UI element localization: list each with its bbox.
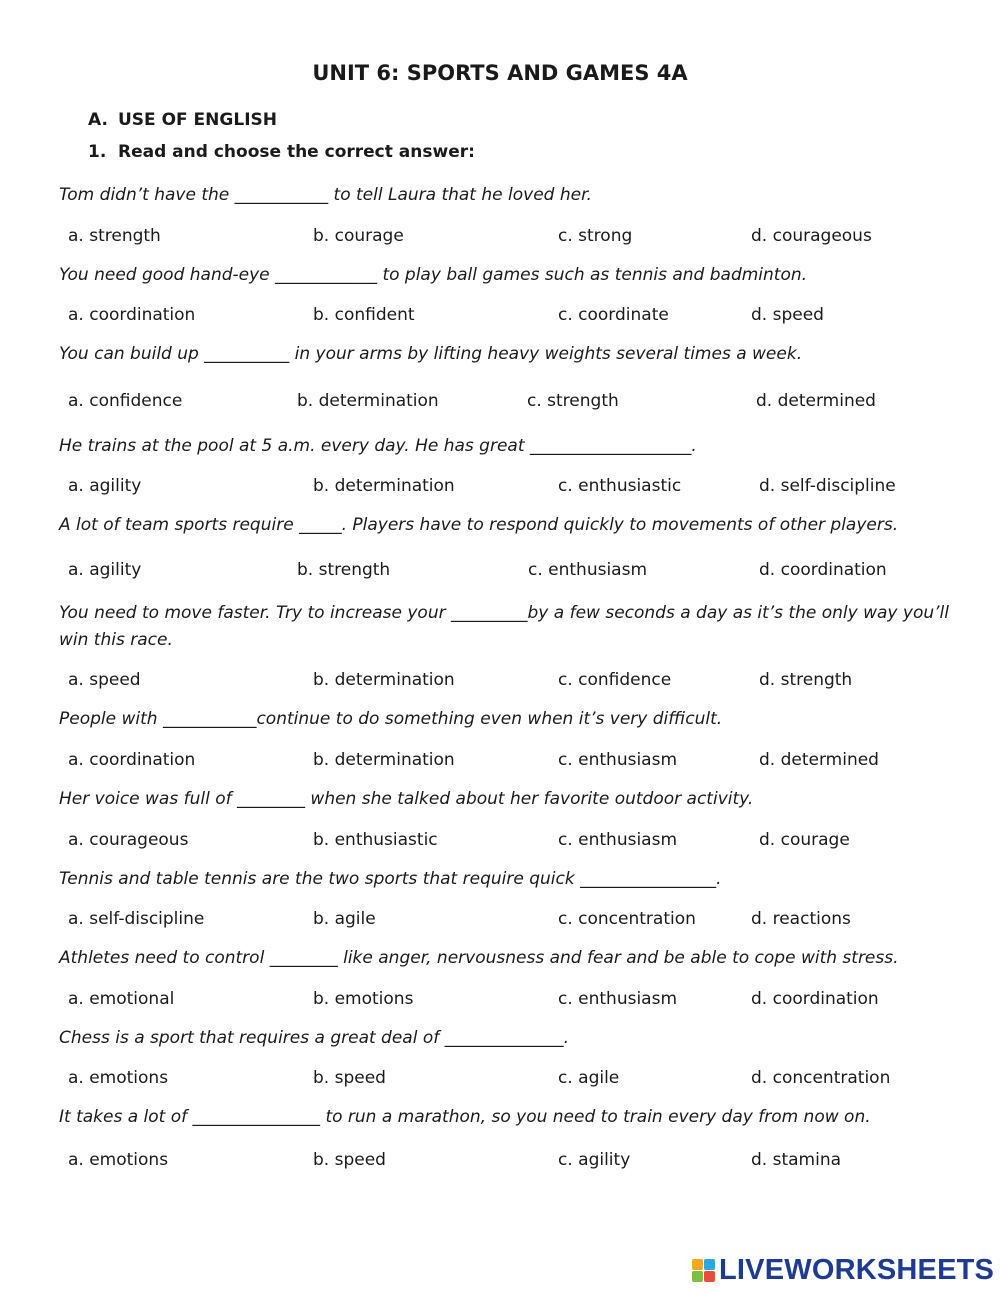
option-4d[interactable]: d. self-discipline <box>759 476 896 496</box>
question-6: You need to move faster. Try to increase your _________by a few seconds a day as it’s the only way you’ll win this race. <box>59 603 949 650</box>
option-1b[interactable]: b. courage <box>313 226 404 246</box>
option-4b[interactable]: b. determination <box>313 476 455 496</box>
option-11c[interactable]: c. agile <box>558 1068 620 1088</box>
option-9c[interactable]: c. concentration <box>558 909 696 929</box>
option-11a[interactable]: a. emotions <box>68 1068 169 1088</box>
option-12a[interactable]: a. emotions <box>68 1150 169 1170</box>
question-7: People with ___________continue to do something even when it’s very difficult. <box>59 709 723 729</box>
option-12c[interactable]: c. agility <box>558 1150 631 1170</box>
liveworksheets-logo[interactable] <box>692 1255 994 1285</box>
option-3d[interactable]: d. determined <box>756 391 876 411</box>
option-4c[interactable]: c. enthusiastic <box>558 476 682 496</box>
question-9: Tennis and table tennis are the two sports that require quick ________________. <box>59 869 722 889</box>
option-5a[interactable]: a. agility <box>68 560 142 580</box>
option-10b[interactable]: b. emotions <box>313 989 414 1009</box>
option-5d[interactable]: d. coordination <box>759 560 887 580</box>
task-heading <box>88 142 475 162</box>
option-1d[interactable]: d. courageous <box>751 226 872 246</box>
option-2d[interactable]: d. speed <box>751 305 824 325</box>
option-6b[interactable]: b. determination <box>313 670 455 690</box>
question-11: Chess is a sport that requires a great deal of ______________. <box>59 1028 570 1048</box>
option-7c[interactable]: c. enthusiasm <box>558 750 678 770</box>
option-5b[interactable]: b. strength <box>297 560 391 580</box>
option-5c[interactable]: c. enthusiasm <box>528 560 648 580</box>
option-7a[interactable]: a. coordination <box>68 750 196 770</box>
option-12b[interactable]: b. speed <box>313 1150 386 1170</box>
option-4a[interactable]: a. agility <box>68 476 142 496</box>
option-1c[interactable]: c. strong <box>558 226 633 246</box>
option-3b[interactable]: b. determination <box>297 391 439 411</box>
option-6a[interactable]: a. speed <box>68 670 141 690</box>
option-6c[interactable]: c. confidence <box>558 670 672 690</box>
option-3a[interactable]: a. confidence <box>68 391 183 411</box>
option-8a[interactable]: a. courageous <box>68 830 189 850</box>
option-9a[interactable]: a. self-discipline <box>68 909 205 929</box>
question-1: Tom didn’t have the ___________ to tell Laura that he loved her. <box>59 185 592 205</box>
option-10c[interactable]: c. enthusiasm <box>558 989 678 1009</box>
option-2b[interactable]: b. confident <box>313 305 415 325</box>
liveworksheets-logo-icon <box>692 1259 715 1282</box>
question-4: He trains at the pool at 5 a.m. every day. He has great ___________________. <box>59 436 697 456</box>
option-8b[interactable]: b. enthusiastic <box>313 830 438 850</box>
task-label: Read and choose the correct answer: <box>118 142 475 162</box>
option-10d[interactable]: d. coordination <box>751 989 879 1009</box>
question-12: It takes a lot of _______________ to run a marathon, so you need to train every day from now on. <box>59 1107 871 1127</box>
option-8d[interactable]: d. courage <box>759 830 850 850</box>
section-label: USE OF ENGLISH <box>118 110 277 130</box>
question-3: You can build up __________ in your arms by lifting heavy weights several times a week. <box>59 344 803 364</box>
section-heading <box>88 110 277 130</box>
option-7d[interactable]: d. determined <box>759 750 879 770</box>
option-9b[interactable]: b. agile <box>313 909 376 929</box>
option-9d[interactable]: d. reactions <box>751 909 851 929</box>
option-2a[interactable]: a. coordination <box>68 305 196 325</box>
question-2: You need good hand-eye ____________ to play ball games such as tennis and badminton. <box>59 265 808 285</box>
question-5: A lot of team sports require _____. Players have to respond quickly to movements of other players. <box>59 515 899 535</box>
logo-text: LIVEWORKSHEETS <box>719 1253 995 1286</box>
option-6d[interactable]: d. strength <box>759 670 853 690</box>
page-title: UNIT 6: SPORTS AND GAMES 4A <box>312 61 688 85</box>
option-3c[interactable]: c. strength <box>527 391 619 411</box>
question-10: Athletes need to control ________ like anger, nervousness and fear and be able to cope with stress. <box>59 948 899 968</box>
task-number: 1. <box>88 142 107 162</box>
option-11d[interactable]: d. concentration <box>751 1068 891 1088</box>
question-8: Her voice was full of ________ when she talked about her favorite outdoor activity. <box>59 789 754 809</box>
section-letter: A. <box>88 110 108 130</box>
option-8c[interactable]: c. enthusiasm <box>558 830 678 850</box>
option-2c[interactable]: c. coordinate <box>558 305 669 325</box>
option-7b[interactable]: b. determination <box>313 750 455 770</box>
option-10a[interactable]: a. emotional <box>68 989 175 1009</box>
option-1a[interactable]: a. strength <box>68 226 161 246</box>
option-11b[interactable]: b. speed <box>313 1068 386 1088</box>
option-12d[interactable]: d. stamina <box>751 1150 842 1170</box>
